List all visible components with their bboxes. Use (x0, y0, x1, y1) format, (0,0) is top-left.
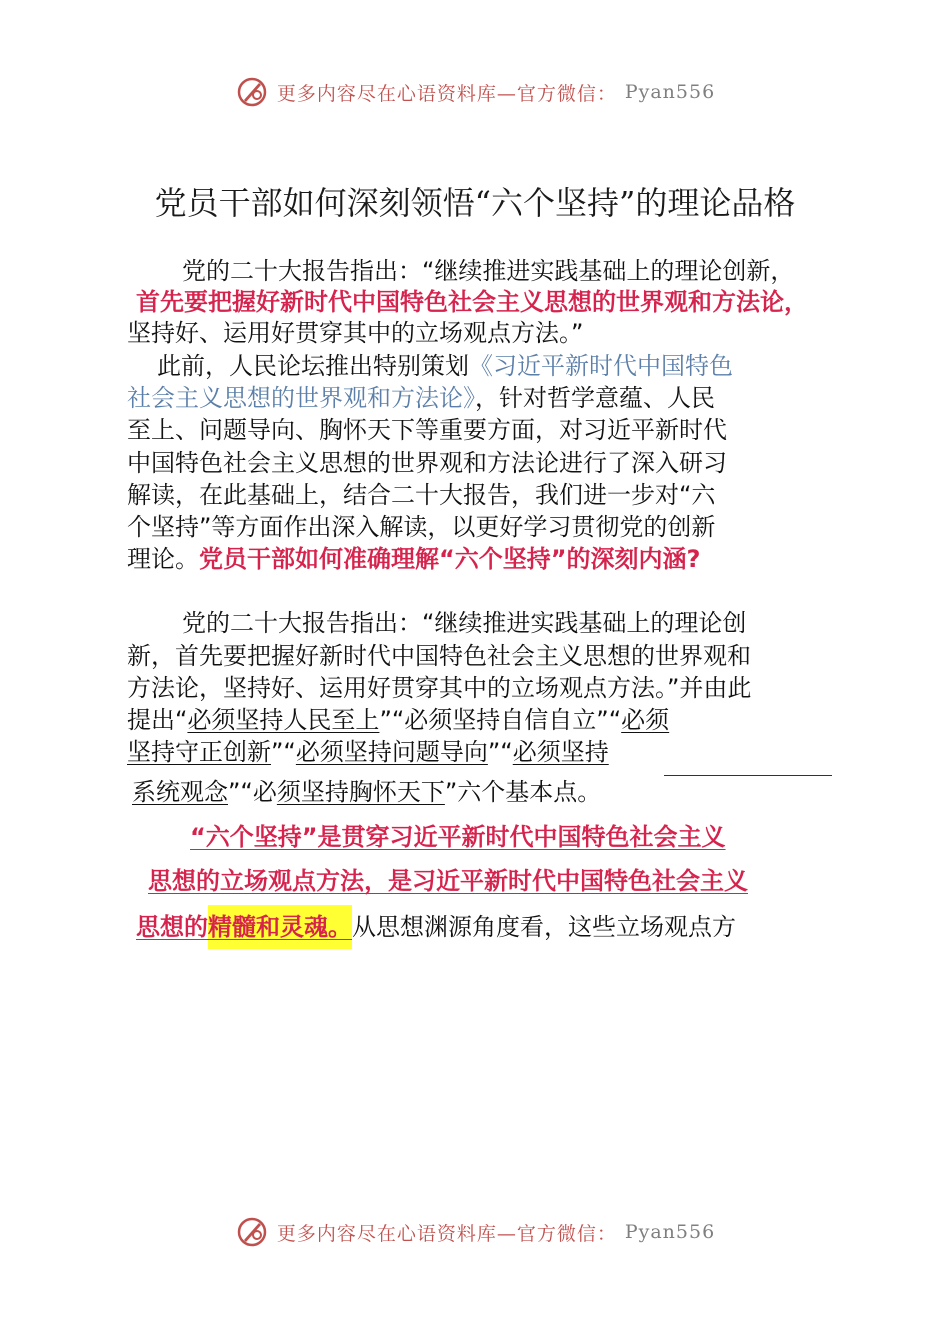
point-systems-start: 必须坚持 (512, 738, 609, 766)
banner-text: 更多内容尽在心语资料库—官方微信： (276, 82, 617, 105)
p3-quote-open: 提出“ (127, 706, 188, 734)
p2-line-2 (127, 383, 715, 413)
banner-wechat: Pyan556 (624, 81, 716, 103)
p2-topic-link: 《习近平新时代中国特色 (469, 352, 733, 380)
p4-essence-lead: 思想的 (136, 913, 208, 941)
p3-line-2: 新，首先要把握好新时代中国特色社会主义思想的世界观和 (127, 642, 751, 670)
p1-line-2: 首先要把握好新时代中国特色社会主义思想的世界观和方法论， (136, 288, 808, 316)
page-title: 党员干部如何深刻领悟“六个坚持”的理论品格 (154, 184, 796, 222)
p3-line-6-end: ”六个基本点。 (444, 778, 602, 806)
p2-line-7-text: 理论。 (127, 545, 199, 573)
underline-rule (664, 775, 832, 776)
p2-line-1-text: 此前，人民论坛推出特别策划 (157, 352, 469, 380)
point-integrity-start: 必须 (621, 706, 670, 734)
footer-banner (0, 1212, 950, 1252)
p4-line-3 (136, 912, 736, 942)
p3-line-6 (132, 777, 601, 807)
point-global-vision: 须坚持胸怀天下 (276, 778, 445, 806)
p2-line-2-text: ，针对哲学意蕴、人民 (475, 384, 715, 412)
banner-text: 更多内容尽在心语资料库—官方微信： (276, 1222, 617, 1245)
p3-quote-sep-2: ”“ (487, 738, 513, 766)
p3-line-3: 方法论，坚持好、运用好贯穿其中的立场观点方法。”并由此 (127, 674, 752, 702)
quill-logo-icon (235, 1215, 269, 1249)
p4-line-2: 思想的立场观点方法，是习近平新时代中国特色社会主义 (148, 867, 748, 895)
p3-line-1: 党的二十大报告指出：“继续推进实践基础上的理论创 (182, 609, 747, 637)
p2-line-3: 至上、问题导向、胸怀天下等重要方面，对习近平新时代 (127, 416, 727, 444)
p2-line-7 (127, 544, 700, 574)
p4-essence-highlight: 精髓和灵魂。 (208, 905, 352, 949)
header-banner (0, 72, 950, 112)
point-systems-thinking: 系统观念 (132, 778, 228, 806)
point-self-confidence: ”“必须坚持自信自立”“ (379, 706, 622, 734)
point-integrity-innovation: 坚持守正创新 (127, 738, 271, 766)
p2-line-5: 解读，在此基础上，结合二十大报告，我们进一步对“六 (127, 481, 716, 509)
p2-line-1 (157, 351, 733, 381)
p2-line-4: 中国特色社会主义思想的世界观和方法论进行了深入研习 (127, 449, 727, 477)
p3-line-4 (127, 705, 669, 735)
quill-logo-icon (235, 75, 269, 109)
point-people-first: 必须坚持人民至上 (187, 706, 380, 734)
banner-wechat: Pyan556 (624, 1221, 716, 1243)
p3-quote-sep-1: ”“ (271, 738, 296, 766)
p3-quote-sep-3: ”“必 (228, 778, 277, 806)
p2-topic-link-cont: 社会主义思想的世界观和方法论》 (127, 384, 475, 412)
point-problem-orientation: 必须坚持问题导向 (295, 738, 488, 766)
p4-line-3-text: 从思想渊源角度看，这些立场观点方 (352, 913, 736, 941)
p3-line-5 (127, 737, 609, 767)
p4-line-1: “六个坚持”是贯穿习近平新时代中国特色社会主义 (190, 823, 726, 851)
p2-question: 党员干部如何准确理解“六个坚持”的深刻内涵? (199, 545, 701, 573)
p1-line-3: 坚持好、运用好贯穿其中的立场观点方法。” (127, 319, 584, 347)
p2-line-6: 个坚持”等方面作出深入解读，以更好学习贯彻党的创新 (127, 513, 716, 541)
p1-line-1: 党的二十大报告指出：“继续推进实践基础上的理论创新， (182, 257, 795, 285)
